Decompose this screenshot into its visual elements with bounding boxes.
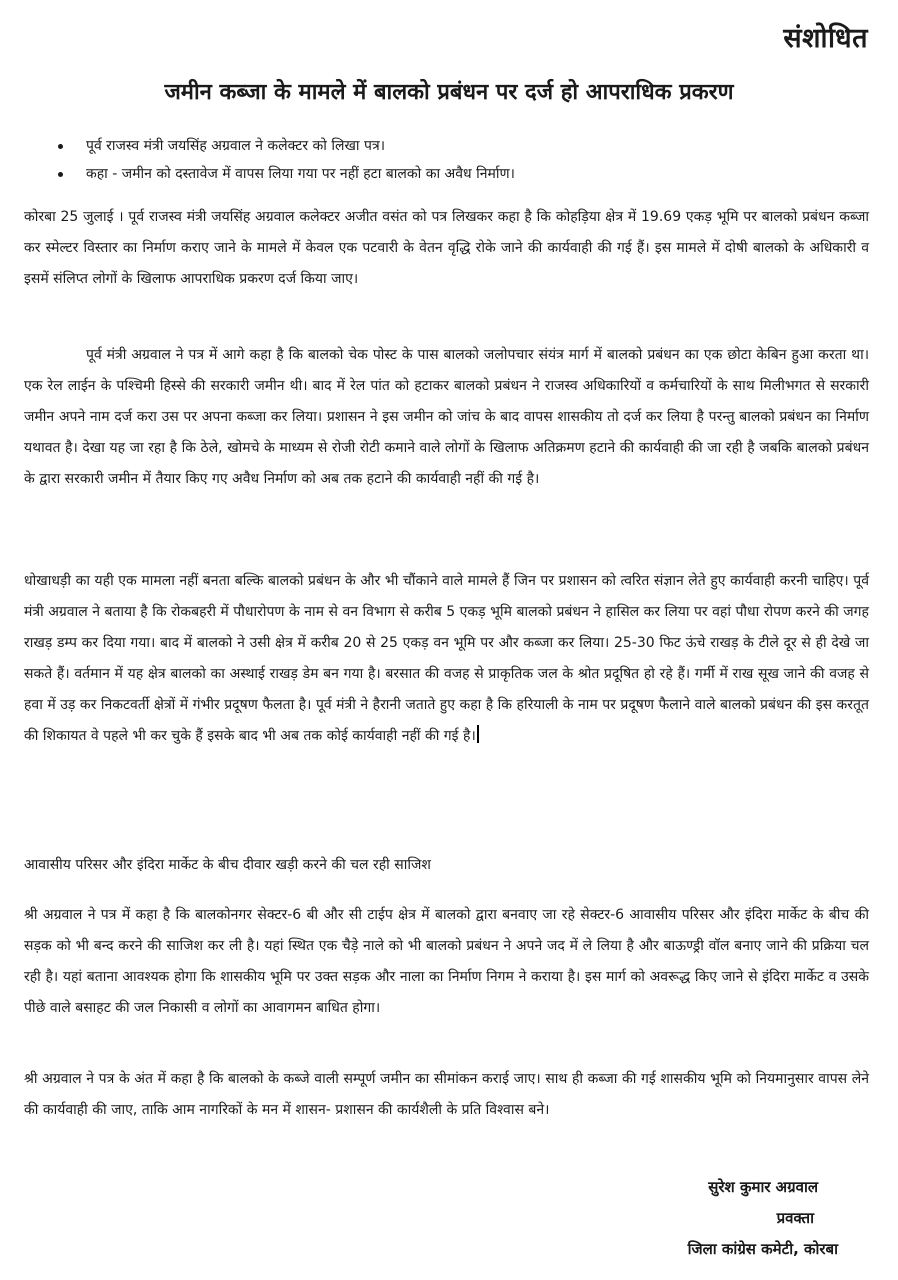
summary-bullets [56, 132, 876, 188]
paragraph-demand: श्री अग्रवाल ने पत्र के अंत में कहा है कि बालको के कब्जे वाली सम्पूर्ण जमीन का सीमांकन कराई जाए। साथ ही कब्जा की गई शासकीय भूमि को नियमानुसार वापस लेने की कार्यवाही की जाए, ताकि आम नागरिकों के मन में शासन- प्रशासन की कार्यशैली के प्रति विश्वास बने। [24, 1071, 869, 1118]
bullet-item [56, 132, 876, 160]
signatory-organization: जिला कांग्रेस कमेटी, कोरबा [687, 1240, 838, 1258]
bullet-item [56, 160, 876, 188]
subheading-wall: आवासीय परिसर और इंदिरा मार्केट के बीच दीवार खड़ी करने की चल रही साजिश [24, 857, 431, 873]
revised-label: संशोधित [783, 23, 868, 54]
bullet-dot-icon [58, 144, 63, 149]
paragraph-railway-land: पूर्व मंत्री अग्रवाल ने पत्र में आगे कहा है कि बालको चेक पोस्ट के पास बालको जलोपचार संयंत्र मार्ग में बालको प्रबंधन का एक छोटा केबिन हुआ करता था। एक रेल लाईन के पश्चिमी हिस्से की सरकारी जमीन थी। बाद में रेल पांत को हटाकर बालको प्रबंधन ने राजस्व अधिकारियों व कर्मचारियों के साथ मिलीभगत से सरकारी जमीन अपने नाम दर्ज करा उस पर अपना कब्जा कर लिया। प्रशासन ने इस जमीन को जांच के बाद वापस शासकीय तो दर्ज कर लिया है परन्तु बालको प्रबंधन का निर्माण यथावत है। देखा यह जा रहा है कि ठेले, खोमचे के माध्यम से रोजी रोटी कमाने वाले लोगों के खिलाफ अतिक्रमण हटाने की कार्यवाही की जा रही है जबकि बालको प्रबंधन के द्वारा सरकारी जमीन में तैयार किए गए अवैध निर्माण को अब तक हटाने की कार्यवाही नहीं की गई है। [24, 347, 869, 487]
paragraph-forest-land [24, 566, 869, 752]
bullet-dot-icon [58, 172, 63, 177]
bullet-text: कहा - जमीन को दस्तावेज में वापस लिया गया पर नहीं हटा बालको का अवैध निर्माण। [86, 166, 515, 182]
signatory-name: सुरेश कुमार अग्रवाल [708, 1178, 818, 1196]
signature-block [687, 1172, 838, 1265]
headline: जमीन कब्जा के मामले में बालको प्रबंधन पर दर्ज हो आपराधिक प्रकरण [164, 80, 734, 105]
bullet-text: पूर्व राजस्व मंत्री जयसिंह अग्रवाल ने कलेक्टर को लिखा पत्र। [86, 138, 385, 154]
signatory-designation: प्रवक्ता [776, 1209, 814, 1227]
paragraph-sector-6: श्री अग्रवाल ने पत्र में कहा है कि बालकोनगर सेक्टर-6 बी और सी टाईप क्षेत्र में बालको द्वारा बनवाए जा रहे सेक्टर-6 आवासीय परिसर और इंदिरा मार्केट के बीच की सड़क को भी बन्द करने की साजिश कर ली है। यहां स्थित एक चैड़े नाले को भी बालको प्रबंधन ने अपने जद में ले लिया है और बाऊण्ड्री वॉल बनाए जाने की प्रक्रिया चल रही है। यहां बताना आवश्यक होगा कि शासकीय भूमि पर उक्त सड़क और नाला का निर्माण निगम ने कराया है। इस मार्ग को अवरूद्ध किए जाने से इंदिरा मार्केट व उसके पीछे वाले बसाहट की जल निकासी व लोगों का आवागमन बाधित होगा। [24, 907, 869, 1016]
paragraph-forest-land-text: धोखाधड़ी का यही एक मामला नहीं बनता बल्कि बालको प्रबंधन के और भी चौंकाने वाले मामले हैं जिन पर प्रशासन को त्वरित संज्ञान लेते हुए कार्यवाही करनी चाहिए। पूर्व मंत्री अग्रवाल ने बताया है कि रोकबहरी में पौधारोपण के नाम से वन विभाग से करीब 5 एकड़ भूमि बालको प्रबंधन ने हासिल कर लिया पर वहां पौधा रोपण करने की जगह राखड़ डम्प कर दिया गया। बाद में बालको ने उसी क्षेत्र में करीब 20 से 25 एकड़ वन भूमि पर और कब्जा कर लिया। 25-30 फिट ऊंचे राखड़ के टीले दूर से ही देखे जा सकते हैं। वर्तमान में यह क्षेत्र बालको का अस्थाई राखड़ डेम बन गया है। बरसात की वजह से प्राकृतिक जल के श्रोत प्रदूषित हो रहे हैं। गर्मी में राख सूख जाने की वजह से हवा में उड़ कर निकटवर्ती क्षेत्रों में गंभीर प्रदूषण फैलता है। पूर्व मंत्री ने हैरानी जताते हुए कहा है कि हरियाली के नाम पर प्रदूषण फैलाने वाले बालको प्रबंधन की इस करतूत की शिकायत वे पहले भी कर चुके हैं इसके बाद भी अब तक कोई कार्यवाही नहीं की गई है। [24, 573, 869, 744]
text-cursor [477, 725, 479, 743]
paragraph-intro: कोरबा 25 जुलाई । पूर्व राजस्व मंत्री जयसिंह अग्रवाल कलेक्टर अजीत वसंत को पत्र लिखकर कहा है कि कोहड़िया क्षेत्र में 19.69 एकड़ भूमि पर बालको प्रबंधन कब्जा कर स्मेल्टर विस्तार का निर्माण कराए जाने के मामले में केवल एक पटवारी के वेतन वृद्धि रोके जाने की कार्यवाही की गई हैं। इस मामले में दोषी बालको के अधिकारी व इसमें संलिप्त लोगों के खिलाफ आपराधिक प्रकरण दर्ज किया जाए। [24, 209, 869, 287]
